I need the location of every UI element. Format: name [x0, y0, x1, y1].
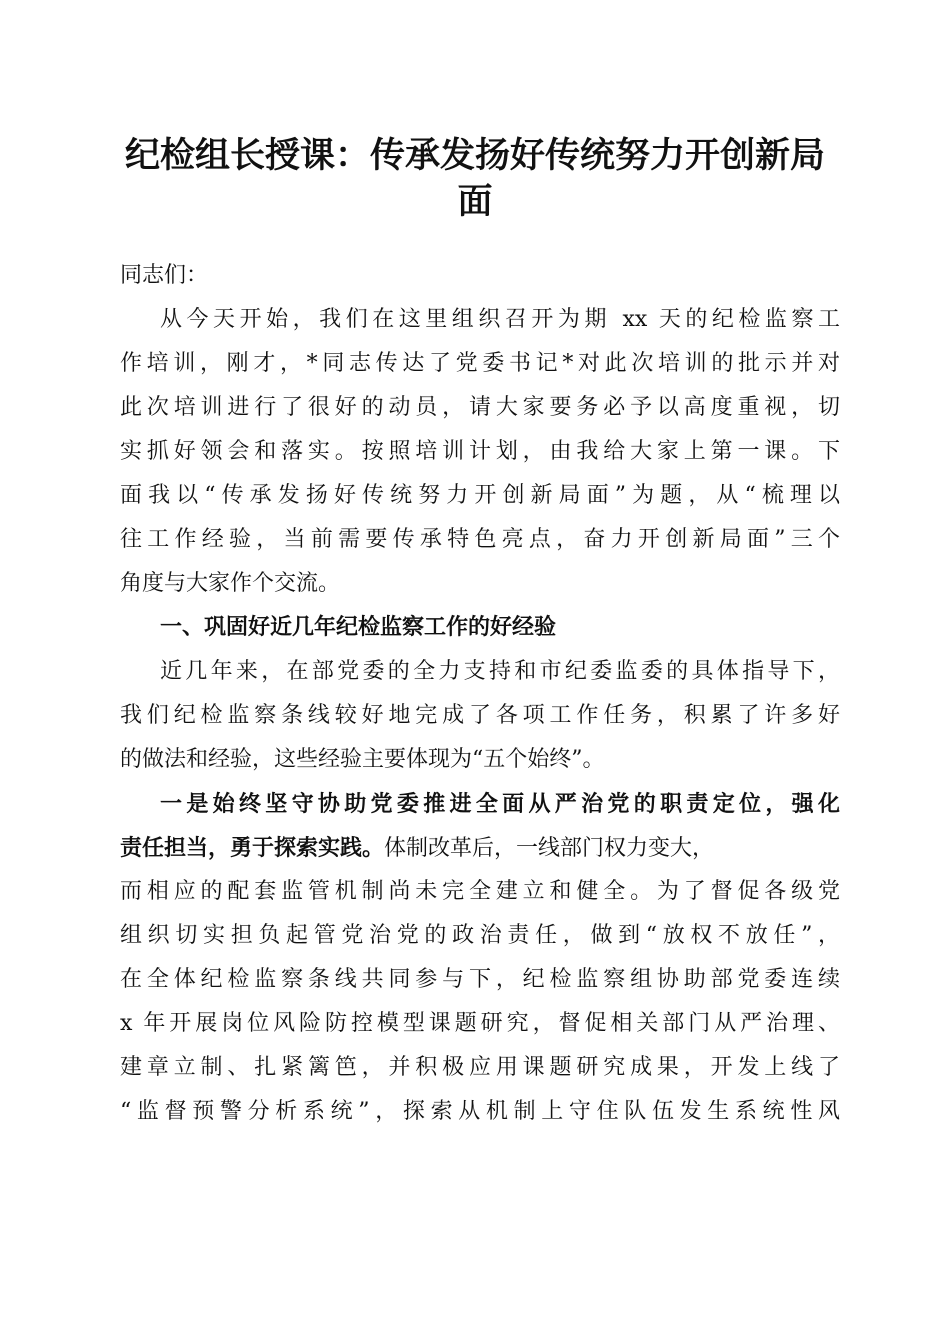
title-line-1: 纪检组长授课：传承发扬好传统努力开创新局: [124, 136, 825, 176]
paragraph-line: [120, 826, 840, 870]
point-lead-line: 一是始终坚守协助党委推进全面从严治党的职责定位，强化: [160, 791, 840, 817]
paragraph-line: 从今天开始，我们在这里组织召开为期 xx 天的纪检监察工: [160, 307, 840, 332]
paragraph-experience: [120, 650, 840, 782]
paragraph-intro: [120, 298, 840, 606]
paragraph-line: 组织切实担负起管党治党的政治责任，做到“放权不放任”，: [120, 923, 840, 948]
paragraph-line: 面我以“传承发扬好传统努力开创新局面”为题，从“梳理以: [120, 483, 840, 508]
section-heading-1: [120, 606, 840, 650]
document-body: [120, 254, 840, 1134]
paragraph-line: 近几年来，在部党委的全力支持和市纪委监委的具体指导下，: [160, 659, 840, 684]
paragraph-line: 往工作经验，当前需要传承特色亮点，奋力开创新局面”三个: [120, 527, 840, 552]
document-title: [118, 133, 832, 225]
point-lead-tail: 责任担当，勇于探索实践。: [120, 835, 385, 861]
point-body-start: 体制改革后，一线部门权力变大，: [384, 836, 715, 861]
paragraph-line: 角度与大家作个交流。: [120, 571, 341, 596]
paragraph-line: “监督预警分析系统”，探索从机制上守住队伍发生系统性风: [120, 1099, 840, 1124]
paragraph-line: 的做法和经验，这些经验主要体现为“五个始终”。: [120, 747, 605, 772]
paragraph-point-one: [120, 782, 840, 1134]
paragraph-line: 此次培训进行了很好的动员，请大家要务必予以高度重视，切: [120, 395, 840, 420]
paragraph-line: 作培训，刚才，*同志传达了党委书记*对此次培训的批示并对: [120, 351, 840, 376]
paragraph-line: 我们纪检监察条线较好地完成了各项工作任务，积累了许多好: [120, 703, 840, 728]
section-heading-text: 一、巩固好近几年纪检监察工作的好经验: [160, 615, 557, 640]
title-line-2: 面: [457, 182, 493, 222]
paragraph-line: x 年开展岗位风险防控模型课题研究，督促相关部门从严治理、: [120, 1011, 840, 1036]
paragraph-line: 而相应的配套监管机制尚未完全建立和健全。为了督促各级党: [120, 879, 840, 904]
paragraph-line: 实抓好领会和落实。按照培训计划，由我给大家上第一课。下: [120, 439, 840, 464]
paragraph-line: 建章立制、扎紧篱笆，并积极应用课题研究成果，开发上线了: [120, 1055, 840, 1080]
paragraph-line: 在全体纪检监察条线共同参与下，纪检监察组协助部党委连续: [120, 967, 840, 992]
salutation-text: 同志们：: [120, 263, 209, 288]
salutation: [120, 254, 840, 298]
